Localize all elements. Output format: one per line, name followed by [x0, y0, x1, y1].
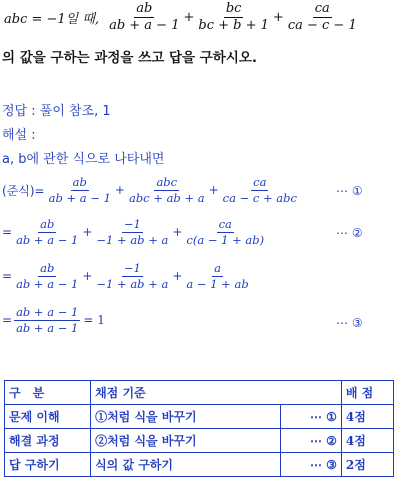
row-points: 4점	[341, 405, 393, 429]
step3-fraction-3: $\frac{a}{a - 1 + ab}$	[186, 261, 249, 291]
header-criterion: 채점 기준	[91, 381, 342, 405]
row-section: 해결 과정	[5, 429, 91, 453]
step4-result: = 1	[83, 313, 105, 328]
step1-fraction-2: $\frac{\text{abc}}{\text{abc + ab + a}}$	[128, 175, 205, 205]
step2-fraction-2: $\frac{-1}{-1 + ab + a}$	[96, 217, 169, 247]
solution-step-4: = $\frac{ab + a - 1}{ab + a - 1}$ = 1	[2, 305, 105, 335]
problem-fraction-2: $\frac{bc}{bc + b + 1}$	[198, 1, 269, 34]
step1-fraction-1: $\frac{ab}{ab + a - 1}$	[48, 175, 111, 205]
row-section: 답 구하기	[5, 453, 91, 477]
solution-step-3: = $\frac{ab}{ab + a - 1}$ + $\frac{-1}{-1 + ab + a}$ + $\frac{a}{a - 1 + ab}$	[2, 261, 249, 291]
step2-marker: ⋯ ②	[336, 226, 363, 240]
row-marker: ⋯ ③	[281, 453, 342, 477]
problem-expression: abc = −1일 때, $\frac{ab}{ab + a - 1}$ + $\frac{bc}{bc + b + 1}$ + $\frac{ca}{ca - c - 1}$	[4, 1, 357, 34]
step2-fraction-1: $\frac{ab}{ab + a - 1}$	[16, 217, 79, 247]
problem-condition: abc = −1일 때,	[4, 12, 100, 28]
row-criterion: ②처럼 식을 바꾸기	[91, 429, 281, 453]
scoring-table	[4, 380, 394, 477]
header-section: 구 분	[5, 381, 91, 405]
step2-fraction-3: $\frac{ca}{c(a - 1 + ab)}$	[186, 217, 265, 247]
step3-fraction-1: $\frac{ab}{ab + a - 1}$	[16, 261, 79, 291]
step4-fraction: $\frac{ab + a - 1}{ab + a - 1}$	[16, 305, 79, 335]
row-points: 2점	[341, 453, 393, 477]
problem-fraction-3: $\frac{ca}{ca - c - 1}$	[287, 1, 357, 34]
explanation-label: 해설 :	[2, 128, 36, 143]
step3-fraction-2: $\frac{-1}{-1 + ab + a}$	[96, 261, 169, 291]
solution-step-2: = $\frac{ab}{ab + a - 1}$ + $\frac{-1}{-1 + ab + a}$ + $\frac{ca}{c(a - 1 + ab)}$	[2, 217, 265, 247]
table-header-row	[5, 381, 394, 405]
answer-label: 정답 : 풀이 참조, 1	[2, 104, 111, 119]
explanation-intro: a, b에 관한 식으로 나타내면	[2, 152, 165, 167]
row-criterion: 식의 값 구하기	[91, 453, 281, 477]
step1-marker: ⋯ ①	[336, 184, 363, 198]
step1-fraction-3: $\frac{ca}{\text{ca − c + abc}}$	[222, 175, 297, 205]
step4-marker: ⋯ ③	[336, 316, 363, 330]
row-section: 문제 이해	[5, 405, 91, 429]
solution-step-1: (준식)= $\frac{ab}{ab + a - 1}$ + $\frac{\text{abc}}{\text{abc + ab + a}}$ + $\frac{ca}{\text{ca − c + abc}}$	[2, 175, 297, 205]
row-marker: ⋯ ②	[281, 429, 342, 453]
row-marker: ⋯ ①	[281, 405, 342, 429]
table-row	[5, 405, 394, 429]
problem-fraction-1: $\frac{ab}{ab + a - 1}$	[109, 1, 180, 34]
row-points: 4점	[341, 429, 393, 453]
row-criterion: ①처럼 식을 바꾸기	[91, 405, 281, 429]
table-row	[5, 429, 394, 453]
problem-instruction: 의 값을 구하는 과정을 쓰고 답을 구하시오.	[2, 50, 258, 66]
table-row	[5, 453, 394, 477]
header-points: 배 점	[341, 381, 393, 405]
